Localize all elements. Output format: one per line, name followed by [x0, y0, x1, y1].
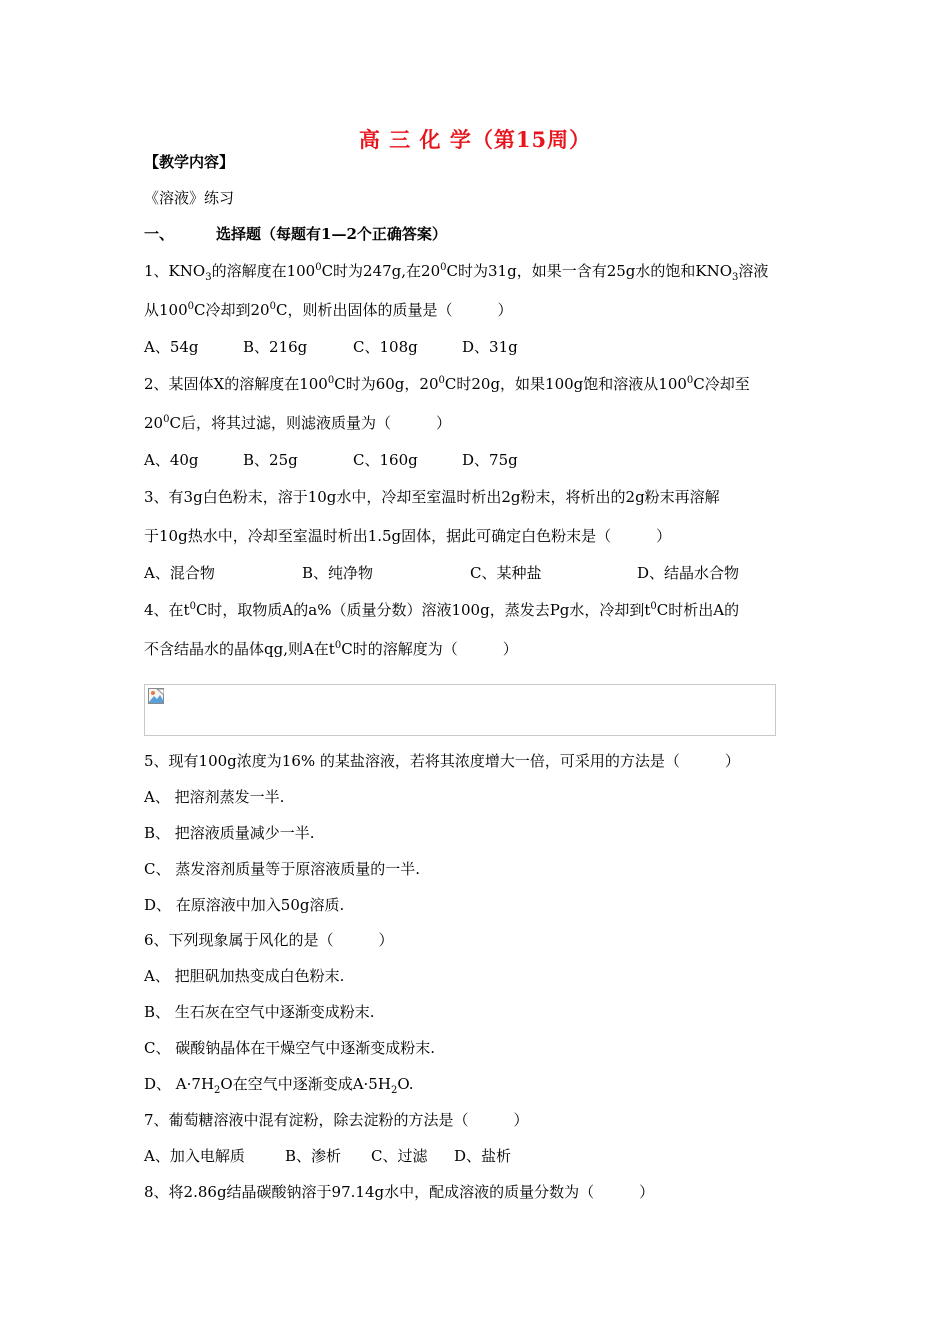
subtitle: 《溶液》练习 [144, 189, 235, 207]
q1-options [144, 337, 518, 357]
broken-image-icon [148, 688, 164, 704]
q2-line2: $20^0C$后，将其过滤，则滤液质量为（ ） [144, 414, 451, 432]
option-d: D、31g [462, 338, 518, 356]
q6-stem: 6、下列现象属于风化的是（ ） [144, 931, 394, 949]
q7-options [144, 1146, 511, 1166]
broken-image-frame [144, 684, 776, 736]
q8-stem: 8、将2.86g结晶碳酸钠溶于97.14g水中，配成溶液的质量分数为（ ） [144, 1183, 655, 1201]
q5-stem: 5、现有100g浓度为16% 的某盐溶液，若将其浓度增大一倍，可采用的方法是（ ） [144, 752, 740, 770]
q1-line1: 1、$KNO_3$的溶解度在$100^0C$时为247g,在$20^0C$时为31g，如果一含有25g水的饱和$KNO_3$溶液 [144, 262, 769, 283]
q5-option-a: A、 把溶剂蒸发一半. [144, 788, 285, 806]
option-c: C、160g [353, 451, 418, 469]
q3-line2: 于10g热水中，冷却至室温时析出1.5g固体，据此可确定白色粉末是（ ） [144, 527, 672, 545]
q6-option-a: A、 把胆矾加热变成白色粉末. [144, 967, 345, 985]
option-c: C、108g [353, 338, 418, 356]
option-b: B、渗析 [285, 1147, 342, 1165]
q3-options [144, 563, 739, 583]
q3-line1: 3、有3g白色粉末，溶于10g水中，冷却至室温时析出2g粉末，将析出的2g粉末再溶解 [144, 488, 720, 506]
option-c: C、过滤 [371, 1147, 428, 1165]
q7-stem: 7、葡萄糖溶液中混有淀粉，除去淀粉的方法是（ ） [144, 1111, 529, 1129]
part-label: 选择题（每题有1—2个正确答案） [216, 225, 447, 243]
q2-line1: 2、某固体X的溶解度在$100^0C$时为60g，$20^0C$时20g，如果100g饱和溶液从$100^0C$冷却至 [144, 375, 750, 393]
q1-line2: 从$100^0C$冷却到$20^0C$，则析出固体的质量是（ ） [144, 301, 513, 319]
q5-option-b: B、 把溶液质量减少一半. [144, 824, 315, 842]
option-c: C、某种盐 [470, 564, 542, 582]
section-header: 【教学内容】 [144, 153, 235, 171]
q6-option-b: B、 生石灰在空气中逐渐变成粉末. [144, 1003, 375, 1021]
option-d: D、盐析 [454, 1147, 512, 1165]
option-a: A、加入电解质 [144, 1147, 245, 1165]
q5-option-c: C、 蒸发溶剂质量等于原溶液质量的一半. [144, 860, 421, 878]
option-d: D、75g [462, 451, 518, 469]
option-b: B、25g [243, 451, 298, 469]
option-b: B、216g [243, 338, 308, 356]
part-number: 一、 [144, 225, 175, 243]
q5-option-d: D、 在原溶液中加入50g溶质. [144, 896, 345, 914]
option-a: A、54g [144, 338, 199, 356]
q6-option-d: D、 $A\cdot 7H_2O$在空气中逐渐变成$A\cdot 5H_2O$. [144, 1075, 414, 1096]
page-title: 高 三 化 学（第15周） [358, 127, 592, 152]
q4-line2: 不含结晶水的晶体qg,则A在$t^0C$时的溶解度为（ ） [144, 640, 518, 658]
option-b: B、纯净物 [302, 564, 374, 582]
option-a: A、40g [144, 451, 199, 469]
option-a: A、混合物 [144, 564, 215, 582]
q6-option-c: C、 碳酸钠晶体在干燥空气中逐渐变成粉末. [144, 1039, 436, 1057]
option-d: D、结晶水合物 [637, 564, 740, 582]
part-one-heading [144, 224, 447, 244]
q4-line1: 4、在$t^0C$时，取物质A的a%（质量分数）溶液100g，蒸发去Pg水，冷却到$t^0C$时析出A的 [144, 601, 740, 619]
q2-options [144, 450, 518, 470]
